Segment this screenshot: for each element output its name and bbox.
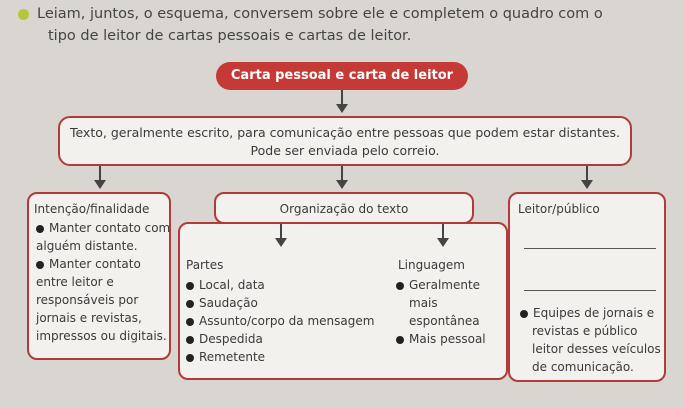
bullet-icon — [396, 336, 404, 344]
partes-item: Assunto/corpo da mensagem — [186, 312, 374, 330]
intro-bullet — [18, 9, 29, 20]
bullet-icon — [36, 261, 44, 269]
title-pill — [216, 62, 468, 90]
arrow-down-icon — [335, 90, 349, 114]
arrow-down-icon — [580, 166, 594, 190]
intencao-item-1: Manter contato com alguém distante. — [36, 221, 171, 253]
intro-text — [18, 3, 603, 47]
partes-item: Remetente — [186, 348, 374, 366]
definition-line-2: Pode ser enviada pelo correio. — [250, 143, 440, 158]
bullet-icon — [186, 336, 194, 344]
bullet-icon — [396, 282, 404, 290]
intencao-heading: Intenção/finalidade — [34, 202, 150, 216]
bullet-icon — [36, 225, 44, 233]
leitor-box — [508, 192, 666, 382]
partes-section — [186, 256, 374, 366]
organizacao-header — [214, 192, 474, 224]
intro-line-2: tipo de leitor de cartas pessoais e cartas de leitor. — [48, 28, 412, 44]
leitor-item: Equipes de jornais e revistas e público leitor desses veículos de comunicação. — [520, 304, 661, 376]
linguagem-item-1: Geralmente mais espontânea — [396, 276, 486, 330]
answer-line-2[interactable] — [524, 290, 656, 291]
intencao-item-2: Manter contato entre leitor e responsáveis por jornais e revistas, impressos ou digitais. — [36, 257, 167, 343]
arrow-down-icon — [335, 166, 349, 190]
bullet-icon — [186, 318, 194, 326]
partes-heading: Partes — [186, 258, 224, 272]
linguagem-heading: Linguagem — [398, 258, 465, 272]
linguagem-section — [398, 256, 486, 348]
intro-line-1: Leiam, juntos, o esquema, conversem sobre ele e completem o quadro com o — [37, 6, 603, 22]
bullet-icon — [186, 282, 194, 290]
organizacao-heading: Organização do texto — [279, 202, 409, 216]
definition-box — [58, 116, 632, 166]
partes-item: Despedida — [186, 330, 374, 348]
intencao-box — [27, 192, 171, 360]
definition-line-1: Texto, geralmente escrito, para comunicação entre pessoas que podem estar distantes. — [69, 125, 621, 140]
arrow-down-icon — [93, 166, 107, 190]
bullet-icon — [520, 310, 528, 318]
answer-line-1[interactable] — [524, 248, 656, 249]
partes-item: Saudação — [186, 294, 374, 312]
arrow-down-icon — [274, 224, 288, 248]
bullet-icon — [186, 354, 194, 362]
linguagem-item-2: Mais pessoal — [396, 330, 486, 348]
bullet-icon — [186, 300, 194, 308]
partes-item: Local, data — [186, 276, 374, 294]
arrow-down-icon — [436, 224, 450, 248]
page-title: Carta pessoal e carta de leitor — [230, 68, 454, 83]
leitor-heading: Leitor/público — [518, 202, 600, 216]
